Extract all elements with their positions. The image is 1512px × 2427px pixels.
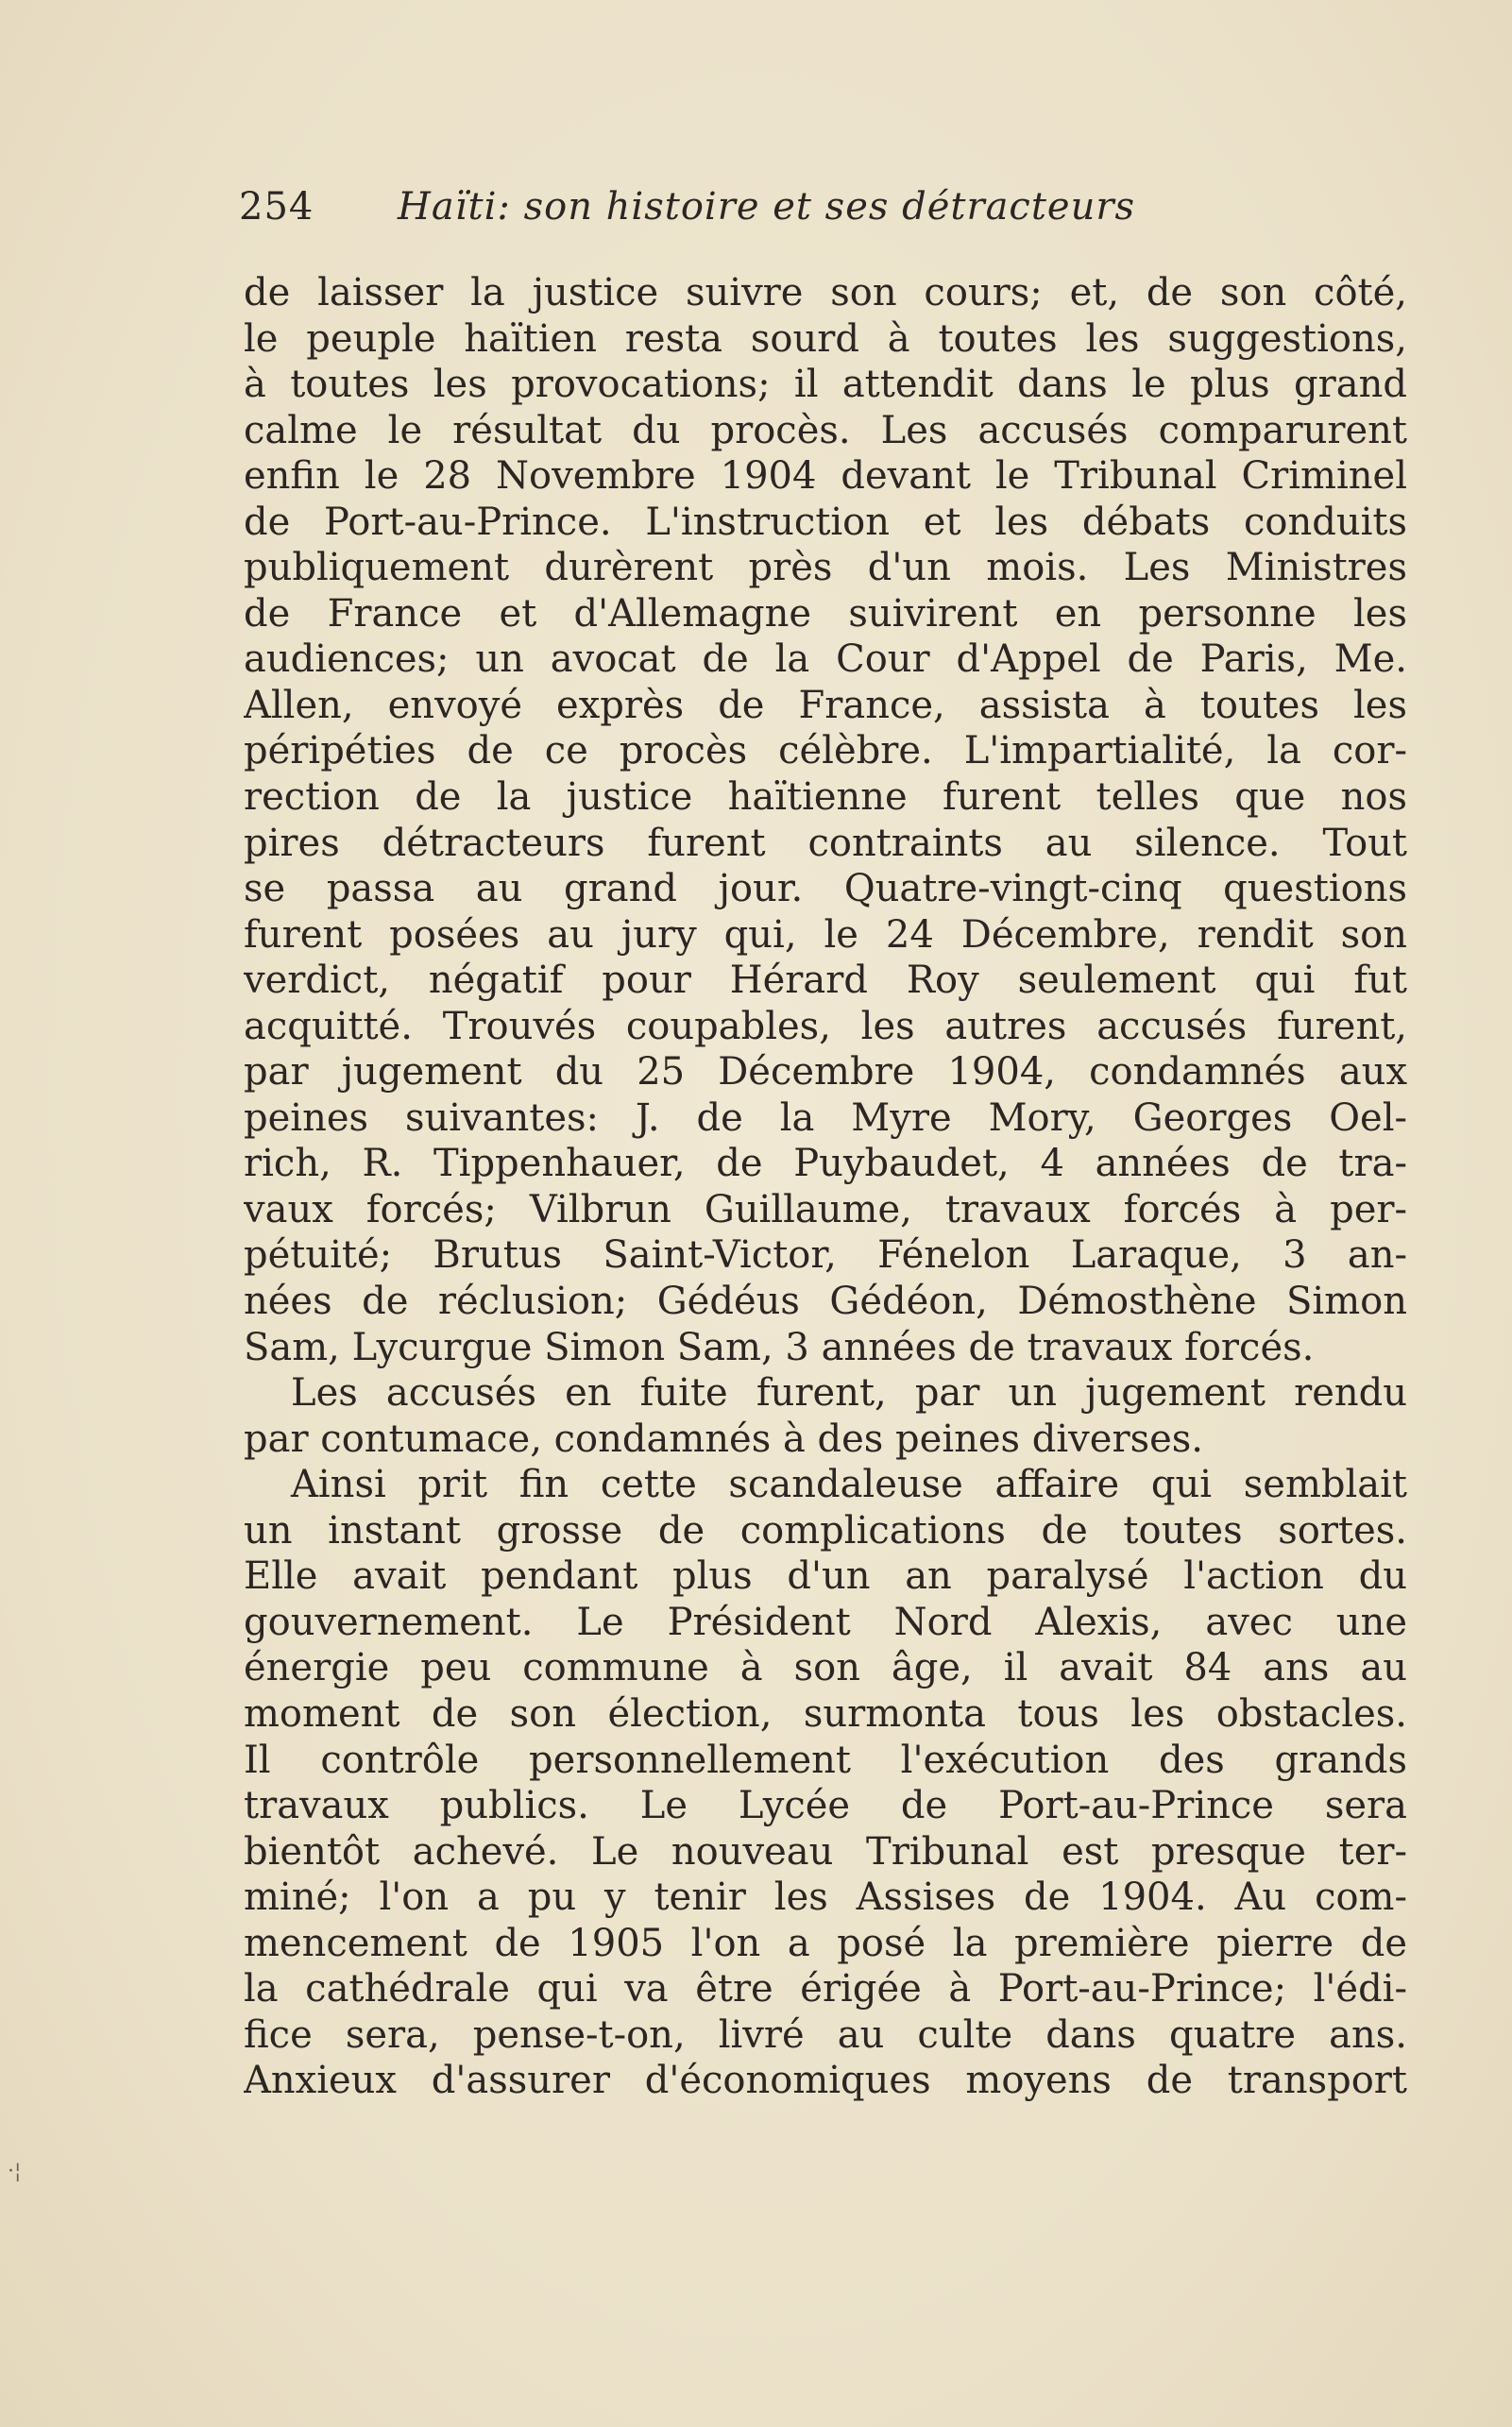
- margin-mark: ·¦: [8, 2160, 22, 2183]
- text-line: pétuité; Brutus Saint-Victor, Fénelon Laraque, 3 an-: [244, 1233, 1407, 1278]
- text-line: de France et d'Allemagne suivirent en personne les: [244, 591, 1407, 636]
- text-line: rich, R. Tippenhauer, de Puybaudet, 4 années de tra-: [244, 1142, 1407, 1186]
- text-line: nées de réclusion; Gédéus Gédéon, Démosthène Simon: [244, 1280, 1407, 1324]
- text-line: audiences; un avocat de la Cour d'Appel de Paris, Me.: [244, 637, 1407, 682]
- text-line: peines suivantes: J. de la Myre Mory, Georges Oel-: [244, 1095, 1407, 1140]
- text-line: travaux publics. Le Lycée de Port-au-Prince sera: [244, 1784, 1407, 1828]
- text-line: mencement de 1905 l'on a posé la première pierre de: [244, 1921, 1407, 1965]
- running-header: [239, 185, 1221, 242]
- text-line: enfin le 28 Novembre 1904 devant le Tribunal Criminel: [244, 454, 1407, 499]
- text-line: rection de la justice haïtienne furent telles que nos: [244, 775, 1407, 820]
- text-line: énergie peu commune à son âge, il avait 84 ans au: [244, 1646, 1407, 1690]
- text-line: le peuple haïtien resta sourd à toutes les suggestions,: [244, 316, 1407, 361]
- text-line: à toutes les provocations; il attendit dans le plus grand: [244, 363, 1407, 407]
- page-number: 254: [239, 185, 314, 229]
- text-line: acquitté. Trouvés coupables, les autres accusés furent,: [244, 1004, 1407, 1048]
- text-line: pires détracteurs furent contraints au silence. Tout: [244, 821, 1407, 865]
- text-line: furent posées au jury qui, le 24 Décembre, rendit son: [244, 912, 1407, 957]
- text-line: gouvernement. Le Président Nord Alexis, avec une: [244, 1600, 1407, 1644]
- text-line: se passa au grand jour. Quatre-vingt-cinq questions: [244, 867, 1407, 911]
- body-text: [244, 270, 1407, 2104]
- text-line: verdict, négatif pour Hérard Roy seulement qui fut: [244, 959, 1407, 1003]
- text-line: Il contrôle personnellement l'exécution des grands: [244, 1738, 1407, 1782]
- text-line: Les accusés en fuite furent, par un jugement rendu: [291, 1371, 1407, 1416]
- text-line: Elle avait pendant plus d'un an paralysé l'action du: [244, 1554, 1407, 1599]
- text-line: par jugement du 25 Décembre 1904, condamnés aux: [244, 1050, 1407, 1095]
- text-line: publiquement durèrent près d'un mois. Les Ministres: [244, 546, 1407, 590]
- text-line: Ainsi prit fin cette scandaleuse affaire qui semblait: [291, 1463, 1407, 1507]
- text-line: fice sera, pense-t-on, livré au culte dans quatre ans.: [244, 2012, 1407, 2057]
- text-line: péripéties de ce procès célèbre. L'impartialité, la cor-: [244, 729, 1407, 773]
- text-line: Sam, Lycurgue Simon Sam, 3 années de travaux forcés.: [244, 1325, 1315, 1369]
- text-line: Anxieux d'assurer d'économiques moyens de transport: [244, 2059, 1407, 2103]
- text-line: Allen, envoyé exprès de France, assista à toutes les: [244, 683, 1407, 727]
- text-line: de Port-au-Prince. L'instruction et les débats conduits: [244, 500, 1407, 544]
- text-line: moment de son élection, surmonta tous les obstacles.: [244, 1691, 1407, 1736]
- text-line: de laisser la justice suivre son cours; et, de son côté,: [244, 271, 1407, 314]
- running-title: Haïti: son histoire et ses détracteurs: [398, 185, 1135, 229]
- text-line: miné; l'on a pu y tenir les Assises de 1904. Au com-: [244, 1875, 1407, 1920]
- text-line: vaux forcés; Vilbrun Guillaume, travaux forcés à per-: [244, 1187, 1407, 1231]
- text-line: par contumace, condamnés à des peines diverses.: [244, 1417, 1204, 1461]
- text-line: la cathédrale qui va être érigée à Port-au-Prince; l'édi-: [244, 1967, 1407, 2011]
- text-line: calme le résultat du procès. Les accusés comparurent: [244, 408, 1407, 452]
- text-line: bientôt achevé. Le nouveau Tribunal est presque ter-: [244, 1829, 1407, 1874]
- text-line: un instant grosse de complications de toutes sortes.: [244, 1508, 1407, 1553]
